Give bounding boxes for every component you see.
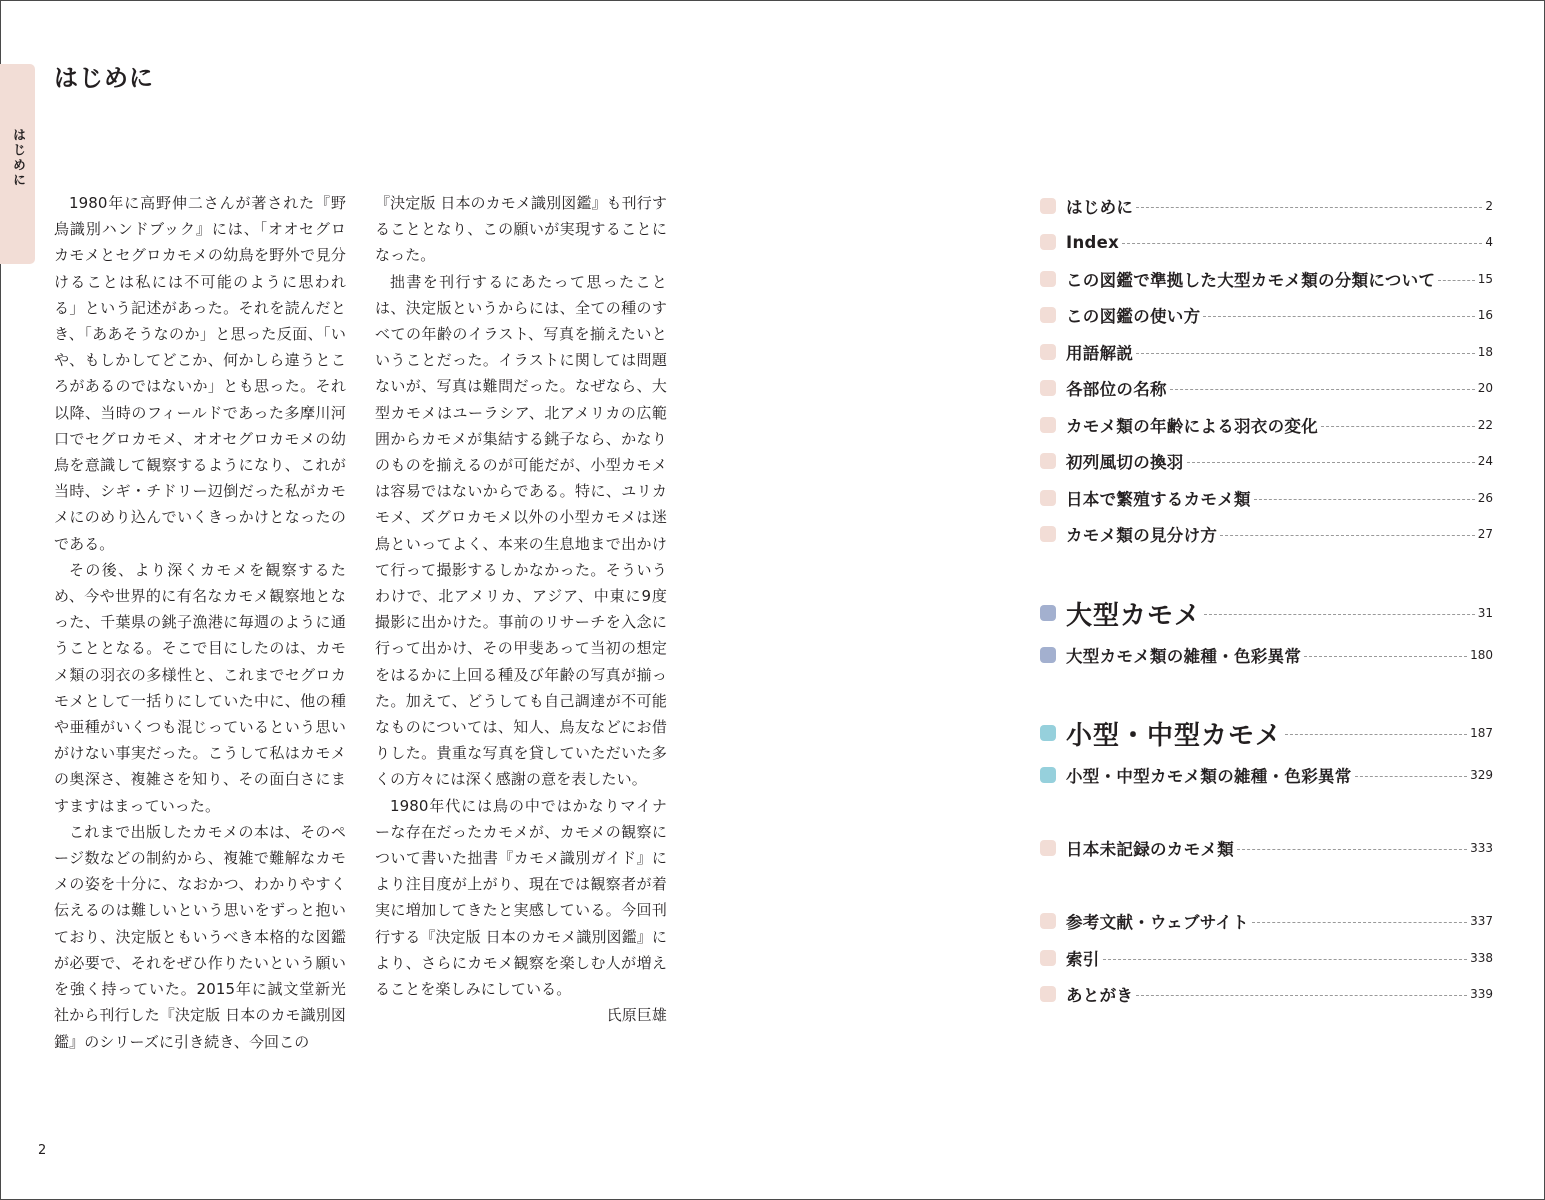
paragraph: これまで出版したカモメの本は、そのページ数などの制約から、複雑で難解なカモメの姿を十分に、なおかつ、わかりやすく伝えるのは難しいという思いをずっと抱いており、決定版ともいうべき本格的な図鑑が必要で、それをぜひ作りたいという願いを強く持っていた。2015年に誠文堂新光社から刊行した『決定版 日本のカモ識別図鑑』のシリーズに引き続き、今回この: [54, 822, 346, 1051]
bullet-square-icon: [1040, 840, 1056, 856]
toc-entry-title: カモメ類の見分け方: [1066, 526, 1218, 545]
dot-leader: [1122, 243, 1482, 244]
toc-section-title: 小型・中型カモメ: [1066, 720, 1283, 751]
toc-entry-page: 15: [1477, 272, 1493, 286]
toc-entry[interactable]: [1040, 640, 1493, 670]
toc-entry[interactable]: [1040, 300, 1493, 330]
toc-entry-page: 20: [1477, 381, 1493, 395]
bullet-square-icon: [1040, 453, 1056, 469]
bullet-square-icon: [1040, 986, 1056, 1002]
toc-entry-page: 4: [1485, 235, 1493, 249]
dot-leader: [1136, 207, 1482, 208]
toc-entry-title: 索引: [1066, 950, 1100, 969]
bullet-square-icon: [1040, 913, 1056, 929]
dot-leader: [1103, 959, 1467, 960]
dot-leader: [1355, 776, 1467, 777]
toc-entry-page: 333: [1470, 841, 1493, 855]
paragraph: 1980年代には鳥の中ではかなりマイナーな存在だったカモメが、カモメの観察について書いた拙書『カモメ識別ガイド』により注目度が上がり、現在では観察者が着実に増加してきたと実感している。今回刊行する『決定版 日本のカモメ識別図鑑』により、さらにカモメ観察を楽しむ人が増えることを楽しみにしている。: [375, 796, 667, 999]
bullet-square-icon: [1040, 526, 1056, 542]
toc-entry[interactable]: [1040, 833, 1493, 863]
toc-entry[interactable]: [1040, 410, 1493, 440]
toc-entry-page: 180: [1470, 648, 1493, 662]
toc-entry[interactable]: [1040, 483, 1493, 513]
dot-leader: [1203, 316, 1474, 317]
author-signature: 氏原巨雄: [606, 1006, 667, 1025]
page-number: 2: [38, 1143, 47, 1158]
toc-entry-page: 18: [1477, 345, 1493, 359]
dot-leader: [1220, 535, 1475, 536]
bullet-square-icon: [1040, 950, 1056, 966]
toc-section-large-gulls[interactable]: [1040, 593, 1493, 633]
toc-entry-title: 大型カモメ類の雑種・色彩異常: [1066, 647, 1302, 666]
dot-leader: [1438, 280, 1474, 281]
toc-entry[interactable]: [1040, 519, 1493, 549]
toc-entry-page: 338: [1470, 951, 1493, 965]
toc-entry[interactable]: [1040, 760, 1493, 790]
body-column-2: [375, 190, 667, 1029]
dot-leader: [1136, 353, 1475, 354]
bullet-square-icon: [1040, 647, 1056, 663]
toc-entry[interactable]: [1040, 979, 1493, 1009]
bullet-square-icon: [1040, 767, 1056, 783]
toc-entry-title: 日本で繁殖するカモメ類: [1066, 490, 1251, 509]
toc-entry-page: 329: [1470, 768, 1493, 782]
paragraph: 『決定版 日本のカモメ識別図鑑』も刊行することとなり、この願いが実現することになった。: [375, 194, 667, 265]
side-tab-label: はじめに: [10, 128, 25, 188]
toc-entry[interactable]: [1040, 191, 1493, 221]
toc-entry-title: Index: [1066, 232, 1120, 252]
dot-leader: [1170, 389, 1475, 390]
paragraph: その後、より深くカモメを観察するため、今や世界的に有名なカモメ観察地となった、千葉県の銚子漁港に毎週のように通うこととなる。そこで目にしたのは、カモメ類の羽衣の多様性と、これまでセグロカモメとして一括りにしていた中に、他の種や亜種がいくつも混じっているという思いがけない事実だった。こうして私はカモメの奥深さ、複雑さを知り、その面白さにますますはまっていった。: [54, 560, 346, 815]
toc-entry-page: 16: [1477, 308, 1493, 322]
bullet-square-icon: [1040, 725, 1056, 741]
dot-leader: [1285, 734, 1467, 735]
toc-entry-title: 参考文献・ウェブサイト: [1066, 913, 1249, 932]
dot-leader: [1252, 922, 1467, 923]
toc-entry-page: 339: [1470, 987, 1493, 1001]
toc-entry[interactable]: [1040, 446, 1493, 476]
toc-entry[interactable]: [1040, 906, 1493, 936]
toc-entry-title: 用語解説: [1066, 344, 1134, 363]
toc-entry[interactable]: [1040, 264, 1493, 294]
toc-entry-title: カモメ類の年齢による羽衣の変化: [1066, 417, 1318, 436]
toc-entry-page: 2: [1485, 199, 1493, 213]
bullet-square-icon: [1040, 307, 1056, 323]
dot-leader: [1254, 499, 1475, 500]
toc-section-small-medium-gulls[interactable]: [1040, 713, 1493, 753]
toc-entry-title: この図鑑の使い方: [1066, 307, 1201, 326]
toc-entry-title: この図鑑で準拠した大型カモメ類の分類について: [1066, 271, 1436, 290]
toc-entry-title: あとがき: [1066, 986, 1134, 1005]
toc-entry-page: 27: [1477, 527, 1493, 541]
toc-entry-title: 各部位の名称: [1066, 380, 1167, 399]
toc-entry-title: 日本未記録のカモメ類: [1066, 840, 1234, 859]
toc-entry-title: 初列風切の換羽: [1066, 453, 1184, 472]
dot-leader: [1304, 656, 1467, 657]
toc-entry-page: 22: [1477, 418, 1493, 432]
toc-entry[interactable]: [1040, 337, 1493, 367]
toc-entry[interactable]: [1040, 373, 1493, 403]
page-title: はじめに: [54, 64, 154, 92]
toc-entry[interactable]: [1040, 227, 1493, 257]
bullet-square-icon: [1040, 417, 1056, 433]
toc-entry[interactable]: [1040, 943, 1493, 973]
toc-section-title: 大型カモメ: [1066, 600, 1202, 631]
toc-entry-page: 187: [1470, 726, 1493, 740]
dot-leader: [1136, 995, 1467, 996]
bullet-square-icon: [1040, 490, 1056, 506]
toc-entry-page: 24: [1477, 454, 1493, 468]
bullet-square-icon: [1040, 271, 1056, 287]
paragraph: 拙書を刊行するにあたって思ったことは、決定版というからには、全ての種のすべての年齢のイラスト、写真を揃えたいということだった。イラストに関しては問題ないが、写真は難問だった。なぜなら、大型カモメはユーラシア、北アメリカの広範囲からカモメが集結する銚子なら、かなりのものを揃えるのが可能だが、小型カモメは容易ではないからである。特に、ユリカモメ、ズグロカモメ以外の小型カモメは迷鳥といってよく、本来の生息地まで出かけて行って撮影するしかなかった。そういうわけで、北アメリカ、アジア、中東に9度撮影に出かけた。事前のリサーチを入念に行って出かけ、その甲斐あって当初の想定をはるかに上回る種及び年齢の写真が揃った。加えて、どうしても自己調達が不可能なものについては、知人、鳥友などにお借りした。貴重な写真を貸していただいた多くの方々には深く感謝の意を表したい。: [375, 272, 667, 789]
body-column-1: [54, 190, 346, 1055]
toc-entry-page: 31: [1477, 606, 1493, 620]
toc-entry-page: 337: [1470, 914, 1493, 928]
bullet-square-icon: [1040, 344, 1056, 360]
toc-entry-page: 26: [1477, 491, 1493, 505]
toc-entry-title: はじめに: [1066, 198, 1134, 217]
bullet-square-icon: [1040, 605, 1056, 621]
dot-leader: [1204, 614, 1475, 615]
dot-leader: [1187, 462, 1475, 463]
toc-entry-title: 小型・中型カモメ類の雑種・色彩異常: [1066, 767, 1352, 786]
bullet-square-icon: [1040, 234, 1056, 250]
paragraph: 1980年に高野伸二さんが著された『野鳥識別ハンドブック』には、「オオセグロカモメとセグロカモメの幼鳥を野外で見分けることは私には不可能のように思われる」という記述があった。それを読んだとき、「ああそうなのか」と思った反面、「いや、もしかしてどこか、何かしら違うところがあるのではないか」とも思った。それ以降、当時のフィールドであった多摩川河口でセグロカモメ、オオセグロカモメの幼鳥を意識して観察するようになり、これが当時、シギ・チドリー辺倒だった私がカモメにのめり込んでいくきっかけとなったのである。: [54, 194, 346, 553]
bullet-square-icon: [1040, 380, 1056, 396]
dot-leader: [1321, 426, 1475, 427]
bullet-square-icon: [1040, 198, 1056, 214]
dot-leader: [1237, 849, 1467, 850]
